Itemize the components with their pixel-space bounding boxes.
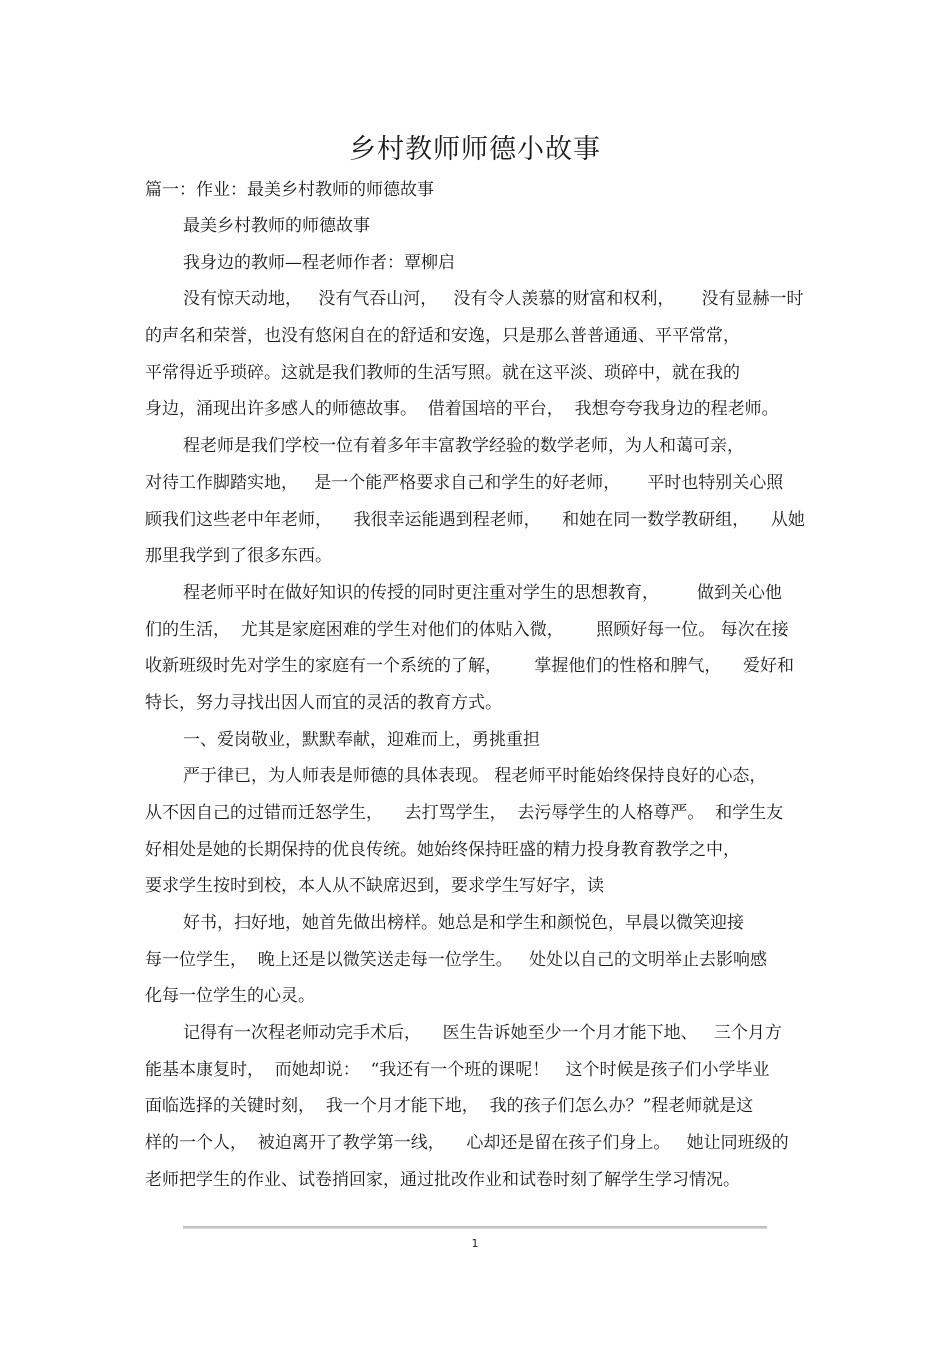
text-line: 的声名和荣誉，也没有悠闲自在的舒适和安逸，只是那么普普通通、平平常常， bbox=[145, 326, 740, 346]
text-line: 要求学生按时到校，本人从不缺席迟到，要求学生写好字，读 bbox=[145, 876, 604, 896]
text-line: 好相处是她的长期保持的优良传统。她始终保持旺盛的精力投身教育教学之中， bbox=[145, 840, 740, 860]
text-line: 那里我学到了很多东西。 bbox=[145, 546, 332, 566]
text-line: 们的生活， 尤其是家庭困难的学生对他们的体贴入微， 照顾好每一位。 每次在接 bbox=[145, 620, 789, 640]
text-line: 没有惊天动地， 没有气吞山河， 没有令人羡慕的财富和权利， 没有显赫一时 bbox=[183, 289, 804, 309]
text-line: 化每一位学生的心灵。 bbox=[145, 986, 315, 1006]
text-line: 对待工作脚踏实地， 是一个能严格要求自己和学生的好老师， 平时也特别关心照 bbox=[145, 473, 784, 493]
text-line: 每一位学生， 晚上还是以微笑送走每一位学生。 处处以自己的文明举止去影响感 bbox=[145, 950, 768, 970]
text-line: 程老师平时在做好知识的传授的同时更注重对学生的思想教育， 做到关心他 bbox=[183, 583, 782, 603]
text-line: 好书，扫好地，她首先做出榜样。她总是和学生和颜悦色，早晨以微笑迎接 bbox=[183, 913, 744, 933]
text-line: 从不因自己的过错而迁怒学生， 去打骂学生， 去污辱学生的人格尊严。 和学生友 bbox=[145, 803, 784, 823]
text-line: 最美乡村教师的师德故事 bbox=[183, 216, 370, 236]
text-line: 能基本康复时， 而她却说： “我还有一个班的课呢！ 这个时候是孩子们小学毕业 bbox=[145, 1060, 770, 1080]
text-line: 程老师是我们学校一位有着多年丰富教学经验的数学老师，为人和蔼可亲， bbox=[183, 436, 744, 456]
document-title: 乡村教师师德小故事 bbox=[349, 134, 601, 165]
text-line: 严于律已，为人师表是师德的具体表现。 程老师平时能始终保持良好的心态， bbox=[183, 766, 767, 786]
text-line: 我身边的教师—程老师作者：覃柳启 bbox=[183, 253, 455, 273]
text-line: 特长，努力寻找出因人而宜的灵活的教育方式。 bbox=[145, 693, 502, 713]
text-line: 顾我们这些老中年老师， 我很幸运能遇到程老师， 和她在同一数学教研组， 从她 bbox=[145, 510, 805, 530]
text-line: 样的一个人， 被迫离开了教学第一线， 心却还是留在孩子们身上。 她让同班级的 bbox=[145, 1133, 789, 1153]
text-line: 篇一：作业：最美乡村教师的师德故事 bbox=[145, 180, 434, 200]
text-line: 面临选择的关键时刻， 我一个月才能下地， 我的孩子们怎么办？”程老师就是这 bbox=[145, 1096, 754, 1116]
text-line: 收新班级时先对学生的家庭有一个系统的了解， 掌握他们的性格和脾气， 爱好和 bbox=[145, 656, 795, 676]
text-line: 记得有一次程老师动完手术后， 医生告诉她至少一个月才能下地、 三个月方 bbox=[183, 1023, 782, 1043]
text-line: 身边，涌现出许多感人的师德故事。 借着国培的平台， 我想夸夸我身边的程老师。 bbox=[145, 399, 779, 419]
text-line: 老师把学生的作业、试卷捎回家，通过批改作业和试卷时刻了解学生学习情况。 bbox=[145, 1170, 740, 1190]
section-heading: 一、爱岗敬业，默默奉献，迎难而上，勇挑重担 bbox=[183, 730, 540, 750]
footer-divider bbox=[183, 1226, 767, 1229]
page-number: 1 bbox=[471, 1237, 479, 1250]
text-line: 平常得近乎琐碎。这就是我们教师的生活写照。就在这平淡、琐碎中，就在我的 bbox=[145, 363, 740, 383]
